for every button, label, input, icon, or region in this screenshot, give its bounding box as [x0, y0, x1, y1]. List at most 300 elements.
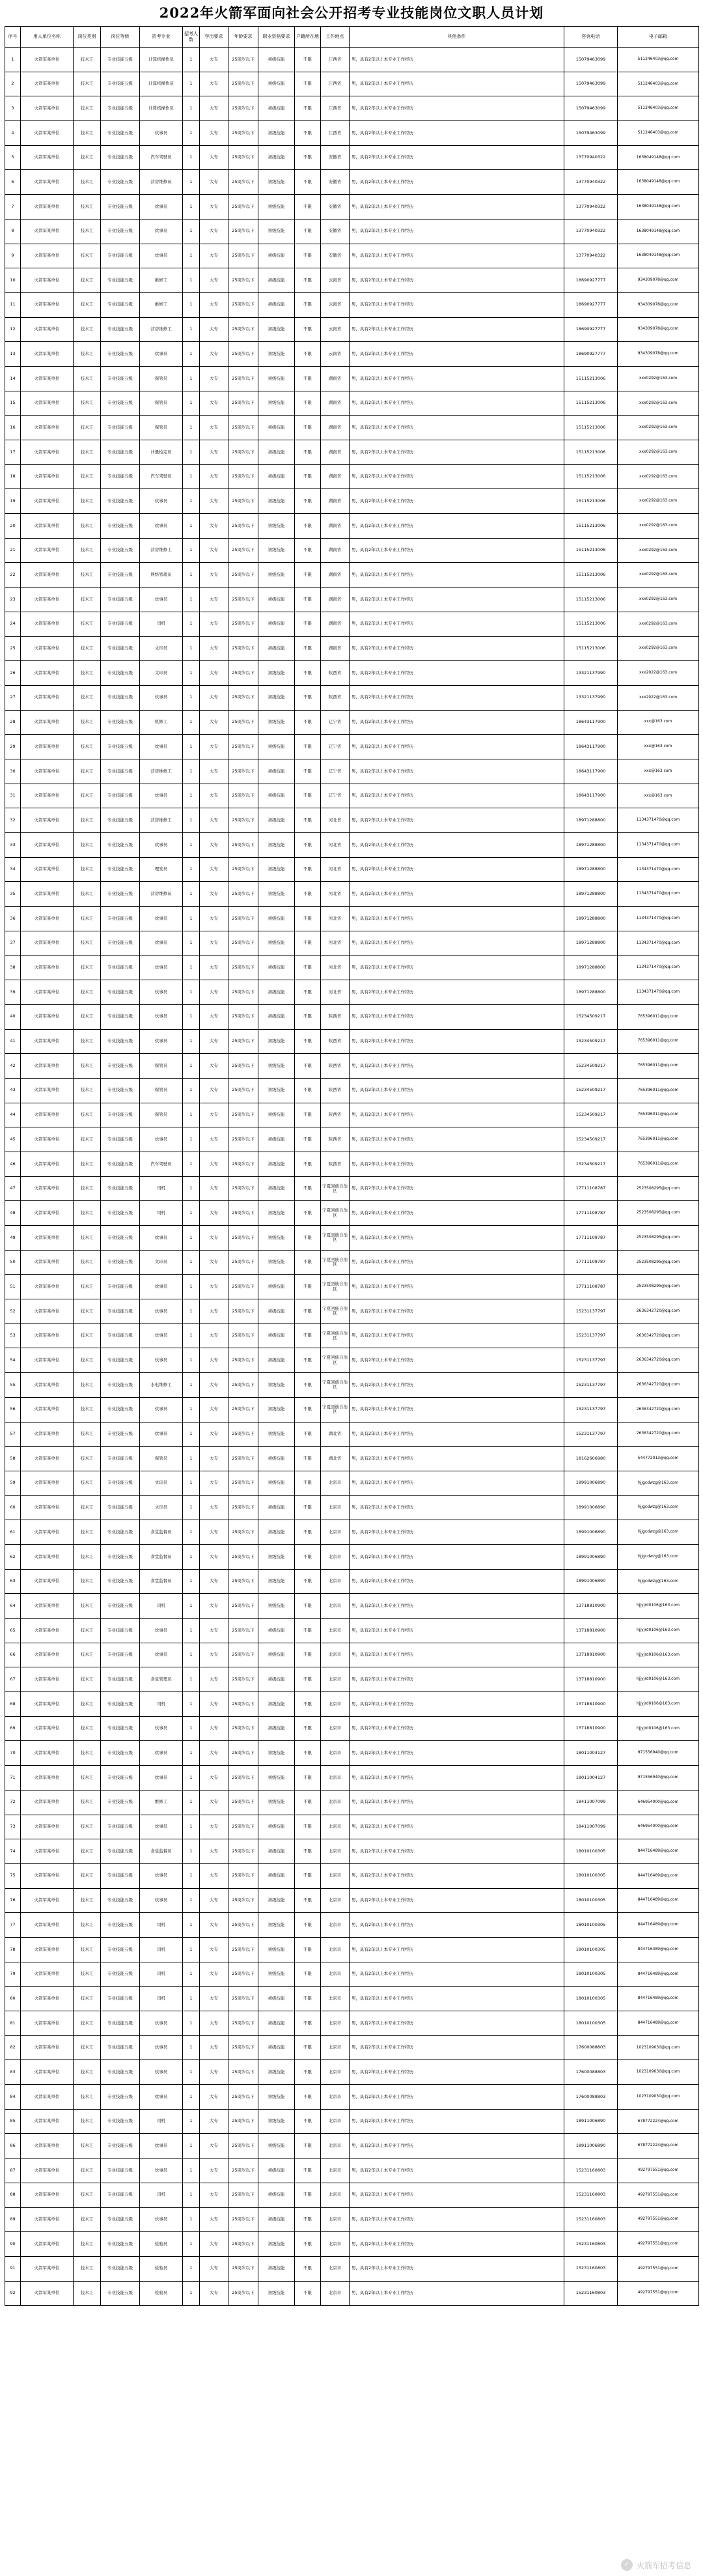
- row-requirements-cell: 男，具有2年以上本专业工作经历: [350, 416, 564, 440]
- row-education-cell: 大专: [200, 907, 228, 931]
- row-education-cell: 大专: [200, 1397, 228, 1422]
- row-level-cell: 专业技能五级: [101, 1299, 140, 1324]
- row-post-cell: 计量检定员: [140, 440, 183, 465]
- row-email-cell: 971556940@qq.com: [618, 1766, 699, 1790]
- row-num-cell: 30: [5, 759, 21, 784]
- row-email-cell: 1134371470@qq.com: [618, 857, 699, 882]
- row-domicile-cell: 不限: [295, 366, 321, 391]
- row-education-cell: 大专: [200, 1250, 228, 1275]
- row-domicile-cell: 不限: [295, 1863, 321, 1888]
- row-category-cell: 技术工: [74, 1790, 101, 1815]
- row-location-cell: 北京市: [321, 1544, 350, 1569]
- row-domicile-cell: 不限: [295, 1692, 321, 1717]
- row-count-cell: 1: [183, 784, 200, 808]
- row-qualification-cell: 初级技能: [258, 1913, 295, 1938]
- row-phone-cell: 15234509217: [564, 1103, 618, 1127]
- row-requirements-cell: 男，具有2年以上本专业工作经历: [350, 1619, 564, 1643]
- row-count-cell: 1: [183, 710, 200, 735]
- row-email-cell: 765396011@qq.com: [618, 1054, 699, 1079]
- row-unit-cell: 火箭军某单位: [21, 1176, 74, 1201]
- row-category-cell: 技术工: [74, 2085, 101, 2110]
- row-count-cell: 1: [183, 1176, 200, 1201]
- row-category-cell: 技术工: [74, 1987, 101, 2011]
- row-count-cell: 1: [183, 2281, 200, 2306]
- row-age-cell: 25周岁以下: [228, 980, 258, 1005]
- row-qualification-cell: 初级技能: [258, 1422, 295, 1447]
- row-category-cell: 技术工: [74, 1962, 101, 1987]
- row-post-cell: 炊事员: [140, 1815, 183, 1839]
- row-level-cell: 专业技能五级: [101, 1790, 140, 1815]
- row-email-cell: xxx0292@163.com: [618, 636, 699, 661]
- row-requirements-cell: 男，具有2年以上本专业工作经历: [350, 1275, 564, 1299]
- row-num-cell: 34: [5, 857, 21, 882]
- row-requirements-cell: 男，具有2年以上本专业工作经历: [350, 808, 564, 833]
- row-unit-cell: 火箭军某单位: [21, 2085, 74, 2110]
- row-count-cell: 1: [183, 145, 200, 170]
- row-unit-cell: 火箭军某单位: [21, 416, 74, 440]
- row-level-cell: 专业技能五级: [101, 833, 140, 858]
- row-phone-cell: 13718810900: [564, 1667, 618, 1692]
- row-education-cell: 大专: [200, 121, 228, 146]
- row-age-cell: 25周岁以下: [228, 1250, 258, 1275]
- row-age-cell: 25周岁以下: [228, 1004, 258, 1029]
- row-level-cell: 专业技能五级: [101, 2281, 140, 2306]
- row-category-cell: 技术工: [74, 1741, 101, 1766]
- row-unit-cell: 火箭军某单位: [21, 2183, 74, 2207]
- row-email-cell: 2523508295@qq.com: [618, 1250, 699, 1275]
- row-post-cell: 食堂监督员: [140, 1544, 183, 1569]
- row-count-cell: 1: [183, 955, 200, 980]
- row-email-cell: 765396011@qq.com: [618, 1152, 699, 1176]
- row-email-cell: 2636342720@qq.com: [618, 1348, 699, 1373]
- row-email-cell: hjjyjrd0106@163.com: [618, 1594, 699, 1619]
- table-row: [5, 2183, 699, 2207]
- row-age-cell: 25周岁以下: [228, 857, 258, 882]
- row-post-cell: 炊事员: [140, 1029, 183, 1054]
- row-unit-cell: 火箭军某单位: [21, 661, 74, 686]
- row-count-cell: 1: [183, 980, 200, 1005]
- row-education-cell: 大专: [200, 1054, 228, 1079]
- row-post-cell: 保管员: [140, 416, 183, 440]
- row-post-cell: 汽车驾驶员: [140, 145, 183, 170]
- col-header-level: 岗位等级: [101, 27, 140, 48]
- row-phone-cell: 13770940322: [564, 195, 618, 219]
- row-post-cell: 食堂监督员: [140, 1520, 183, 1545]
- row-location-cell: 河北省: [321, 857, 350, 882]
- row-email-cell: 2636342720@qq.com: [618, 1323, 699, 1348]
- row-count-cell: 1: [183, 72, 200, 96]
- row-education-cell: 大专: [200, 784, 228, 808]
- row-category-cell: 技术工: [74, 464, 101, 489]
- row-phone-cell: 15234509217: [564, 1127, 618, 1152]
- row-category-cell: 技术工: [74, 1815, 101, 1839]
- row-age-cell: 25周岁以下: [228, 1029, 258, 1054]
- row-requirements-cell: 男，具有2年以上本专业工作经历: [350, 1766, 564, 1790]
- row-email-cell: xxx0292@163.com: [618, 440, 699, 465]
- row-level-cell: 专业技能五级: [101, 1127, 140, 1152]
- row-location-cell: 云南省: [321, 292, 350, 317]
- row-education-cell: 大专: [200, 96, 228, 121]
- row-level-cell: 专业技能五级: [101, 489, 140, 514]
- row-count-cell: 1: [183, 2256, 200, 2281]
- row-category-cell: 技术工: [74, 317, 101, 342]
- table-body: [5, 48, 699, 2306]
- row-num-cell: 53: [5, 1323, 21, 1348]
- row-education-cell: 大专: [200, 48, 228, 72]
- row-email-cell: 844716489@qq.com: [618, 1913, 699, 1938]
- row-category-cell: 技术工: [74, 759, 101, 784]
- row-phone-cell: 18411007099: [564, 1790, 618, 1815]
- row-level-cell: 专业技能五级: [101, 882, 140, 907]
- table-row: [5, 391, 699, 416]
- table-row: [5, 784, 699, 808]
- row-qualification-cell: 初级技能: [258, 366, 295, 391]
- row-category-cell: 技术工: [74, 1937, 101, 1962]
- row-age-cell: 25周岁以下: [228, 907, 258, 931]
- row-level-cell: 专业技能五级: [101, 636, 140, 661]
- row-level-cell: 专业技能五级: [101, 1152, 140, 1176]
- table-row: [5, 1815, 699, 1839]
- row-email-cell: xxx0292@163.com: [618, 464, 699, 489]
- row-domicile-cell: 不限: [295, 244, 321, 268]
- row-num-cell: 25: [5, 636, 21, 661]
- row-email-cell: xxx2022@163.com: [618, 661, 699, 686]
- row-count-cell: 1: [183, 366, 200, 391]
- row-level-cell: 专业技能五级: [101, 1544, 140, 1569]
- row-unit-cell: 火箭军某单位: [21, 2158, 74, 2183]
- row-post-cell: 食堂监督员: [140, 1839, 183, 1864]
- row-domicile-cell: 不限: [295, 759, 321, 784]
- row-email-cell: 1638049148@qq.com: [618, 145, 699, 170]
- row-age-cell: 25周岁以下: [228, 48, 258, 72]
- row-domicile-cell: 不限: [295, 145, 321, 170]
- row-domicile-cell: 不限: [295, 391, 321, 416]
- row-count-cell: 1: [183, 1716, 200, 1741]
- row-requirements-cell: 男，具有2年以上本专业工作经历: [350, 612, 564, 636]
- table-row: [5, 366, 699, 391]
- row-unit-cell: 火箭军某单位: [21, 955, 74, 980]
- row-age-cell: 25周岁以下: [228, 563, 258, 587]
- row-age-cell: 25周岁以下: [228, 955, 258, 980]
- row-num-cell: 4: [5, 121, 21, 146]
- row-count-cell: 1: [183, 96, 200, 121]
- row-age-cell: 25周岁以下: [228, 244, 258, 268]
- row-unit-cell: 火箭军某单位: [21, 1766, 74, 1790]
- row-count-cell: 1: [183, 735, 200, 759]
- table-row: [5, 1348, 699, 1373]
- table-row: [5, 1716, 699, 1741]
- row-phone-cell: 15115213006: [564, 489, 618, 514]
- row-level-cell: 专业技能五级: [101, 2256, 140, 2281]
- row-qualification-cell: 初级技能: [258, 784, 295, 808]
- row-post-cell: 炊事员: [140, 342, 183, 367]
- row-num-cell: 14: [5, 366, 21, 391]
- row-level-cell: 专业技能五级: [101, 759, 140, 784]
- row-unit-cell: 火箭军某单位: [21, 538, 74, 563]
- row-email-cell: hjjyjrd0106@163.com: [618, 1692, 699, 1717]
- row-location-cell: 北京市: [321, 1766, 350, 1790]
- row-domicile-cell: 不限: [295, 416, 321, 440]
- row-num-cell: 80: [5, 1987, 21, 2011]
- table-row: [5, 2256, 699, 2281]
- row-phone-cell: 18010100305: [564, 1863, 618, 1888]
- row-category-cell: 技术工: [74, 1127, 101, 1152]
- row-education-cell: 大专: [200, 1029, 228, 1054]
- row-age-cell: 25周岁以下: [228, 2134, 258, 2158]
- row-category-cell: 技术工: [74, 121, 101, 146]
- row-location-cell: 北京市: [321, 1962, 350, 1987]
- row-requirements-cell: 男，具有2年以上本专业工作经历: [350, 735, 564, 759]
- row-age-cell: 25周岁以下: [228, 464, 258, 489]
- row-email-cell: hjjgcdwzg@163.com: [618, 1471, 699, 1495]
- row-unit-cell: 火箭军某单位: [21, 907, 74, 931]
- row-post-cell: 炊事员: [140, 2085, 183, 2110]
- row-count-cell: 1: [183, 391, 200, 416]
- table-row: [5, 2281, 699, 2306]
- row-count-cell: 1: [183, 1054, 200, 1079]
- row-unit-cell: 火箭军某单位: [21, 2207, 74, 2232]
- row-education-cell: 大专: [200, 980, 228, 1005]
- row-unit-cell: 火箭军某单位: [21, 1863, 74, 1888]
- row-requirements-cell: 男，具有2年以上本专业工作经历: [350, 2281, 564, 2306]
- row-domicile-cell: 不限: [295, 2183, 321, 2207]
- row-requirements-cell: 男，具有2年以上本专业工作经历: [350, 833, 564, 858]
- row-age-cell: 25周岁以下: [228, 1422, 258, 1447]
- row-phone-cell: 18690927777: [564, 317, 618, 342]
- col-header-location: 工作地点: [321, 27, 350, 48]
- row-phone-cell: 18911006890: [564, 2109, 618, 2134]
- row-requirements-cell: 男，具有2年以上本专业工作经历: [350, 292, 564, 317]
- row-category-cell: 技术工: [74, 955, 101, 980]
- row-domicile-cell: 不限: [295, 2060, 321, 2085]
- row-age-cell: 25周岁以下: [228, 2256, 258, 2281]
- row-post-cell: 炊事员: [140, 1397, 183, 1422]
- row-location-cell: 北京市: [321, 1495, 350, 1520]
- row-phone-cell: 15115213006: [564, 366, 618, 391]
- row-unit-cell: 火箭军某单位: [21, 882, 74, 907]
- row-age-cell: 25周岁以下: [228, 636, 258, 661]
- row-age-cell: 25周岁以下: [228, 1544, 258, 1569]
- row-email-cell: hjjgcdwzg@163.com: [618, 1495, 699, 1520]
- row-unit-cell: 火箭军某单位: [21, 1004, 74, 1029]
- row-category-cell: 技术工: [74, 1863, 101, 1888]
- row-count-cell: 1: [183, 268, 200, 293]
- row-qualification-cell: 初级技能: [258, 1004, 295, 1029]
- row-age-cell: 25周岁以下: [228, 931, 258, 955]
- table-row: [5, 2035, 699, 2060]
- row-location-cell: 北京市: [321, 2134, 350, 2158]
- row-unit-cell: 火箭军某单位: [21, 1078, 74, 1103]
- row-requirements-cell: 男，具有2年以上本专业工作经历: [350, 1888, 564, 1913]
- row-unit-cell: 火箭军某单位: [21, 612, 74, 636]
- row-post-cell: 炊事员: [140, 685, 183, 710]
- row-num-cell: 48: [5, 1201, 21, 1226]
- row-domicile-cell: 不限: [295, 48, 321, 72]
- row-education-cell: 大专: [200, 1176, 228, 1201]
- row-email-cell: 844716489@qq.com: [618, 1888, 699, 1913]
- table-row: [5, 1054, 699, 1079]
- row-education-cell: 大专: [200, 1863, 228, 1888]
- table-row: [5, 808, 699, 833]
- row-phone-cell: 15115213006: [564, 416, 618, 440]
- row-unit-cell: 火箭军某单位: [21, 1839, 74, 1864]
- row-count-cell: 1: [183, 1741, 200, 1766]
- row-unit-cell: 火箭军某单位: [21, 2109, 74, 2134]
- row-phone-cell: 17711108787: [564, 1201, 618, 1226]
- table-row: [5, 1299, 699, 1324]
- row-post-cell: 理发员: [140, 857, 183, 882]
- row-requirements-cell: 男，具有2年以上本专业工作经历: [350, 1643, 564, 1667]
- row-count-cell: 1: [183, 1373, 200, 1398]
- row-level-cell: 专业技能五级: [101, 1962, 140, 1987]
- row-category-cell: 技术工: [74, 833, 101, 858]
- row-unit-cell: 火箭军某单位: [21, 1422, 74, 1447]
- row-num-cell: 79: [5, 1962, 21, 1987]
- row-location-cell: 北京市: [321, 1667, 350, 1692]
- row-unit-cell: 火箭军某单位: [21, 219, 74, 244]
- row-phone-cell: 18690927777: [564, 342, 618, 367]
- row-requirements-cell: 男，具有2年以上本专业工作经历: [350, 2109, 564, 2134]
- row-num-cell: 88: [5, 2183, 21, 2207]
- row-education-cell: 大专: [200, 1495, 228, 1520]
- row-count-cell: 1: [183, 342, 200, 367]
- row-qualification-cell: 初级技能: [258, 244, 295, 268]
- row-unit-cell: 火箭军某单位: [21, 1054, 74, 1079]
- row-age-cell: 25周岁以下: [228, 2207, 258, 2232]
- row-age-cell: 25周岁以下: [228, 391, 258, 416]
- table-row: [5, 1594, 699, 1619]
- row-level-cell: 专业技能五级: [101, 1103, 140, 1127]
- row-phone-cell: 18991006890: [564, 1569, 618, 1594]
- row-level-cell: 专业技能五级: [101, 661, 140, 686]
- row-post-cell: 炊事员: [140, 833, 183, 858]
- row-unit-cell: 火箭军某单位: [21, 784, 74, 808]
- row-qualification-cell: 初级技能: [258, 1544, 295, 1569]
- row-count-cell: 1: [183, 489, 200, 514]
- row-qualification-cell: 初级技能: [258, 1447, 295, 1471]
- row-email-cell: xxx0292@163.com: [618, 538, 699, 563]
- row-phone-cell: 18643117900: [564, 784, 618, 808]
- row-email-cell: 1638049148@qq.com: [618, 244, 699, 268]
- row-post-cell: 维修工: [140, 268, 183, 293]
- row-qualification-cell: 初级技能: [258, 1643, 295, 1667]
- row-post-cell: 营房维修工: [140, 538, 183, 563]
- row-post-cell: 炊事员: [140, 2134, 183, 2158]
- row-age-cell: 25周岁以下: [228, 1692, 258, 1717]
- row-level-cell: 专业技能五级: [101, 2109, 140, 2134]
- row-post-cell: 炊事员: [140, 121, 183, 146]
- row-level-cell: 专业技能五级: [101, 808, 140, 833]
- row-unit-cell: 火箭军某单位: [21, 145, 74, 170]
- row-unit-cell: 火箭军某单位: [21, 1913, 74, 1938]
- row-count-cell: 1: [183, 2011, 200, 2036]
- row-age-cell: 25周岁以下: [228, 1741, 258, 1766]
- row-level-cell: 专业技能五级: [101, 538, 140, 563]
- row-level-cell: 专业技能五级: [101, 317, 140, 342]
- row-level-cell: 专业技能五级: [101, 735, 140, 759]
- row-num-cell: 42: [5, 1054, 21, 1079]
- row-requirements-cell: 男，具有2年以上本专业工作经历: [350, 489, 564, 514]
- row-location-cell: 陕西省: [321, 1152, 350, 1176]
- row-unit-cell: 火箭军某单位: [21, 2256, 74, 2281]
- row-num-cell: 63: [5, 1569, 21, 1594]
- row-education-cell: 大专: [200, 1323, 228, 1348]
- row-count-cell: 1: [183, 416, 200, 440]
- row-phone-cell: 15115213006: [564, 440, 618, 465]
- row-num-cell: 78: [5, 1937, 21, 1962]
- table-row: [5, 1839, 699, 1864]
- row-education-cell: 大专: [200, 931, 228, 955]
- row-post-cell: 炊事员: [140, 1323, 183, 1348]
- col-header-unit: 用人单位名称: [21, 27, 74, 48]
- row-unit-cell: 火箭军某单位: [21, 857, 74, 882]
- row-count-cell: 1: [183, 1152, 200, 1176]
- row-post-cell: 网络管理员: [140, 563, 183, 587]
- row-qualification-cell: 初级技能: [258, 514, 295, 539]
- row-level-cell: 专业技能五级: [101, 1619, 140, 1643]
- row-level-cell: 专业技能五级: [101, 121, 140, 146]
- row-requirements-cell: 男，具有2年以上本专业工作经历: [350, 1790, 564, 1815]
- row-domicile-cell: 不限: [295, 170, 321, 195]
- row-location-cell: 北京市: [321, 2183, 350, 2207]
- row-domicile-cell: 不限: [295, 1815, 321, 1839]
- row-email-cell: 1023109030@qq.com: [618, 2035, 699, 2060]
- row-qualification-cell: 初级技能: [258, 1176, 295, 1201]
- row-qualification-cell: 初级技能: [258, 1962, 295, 1987]
- row-location-cell: 河北省: [321, 907, 350, 931]
- row-num-cell: 51: [5, 1275, 21, 1299]
- row-requirements-cell: 男，具有2年以上本专业工作经历: [350, 2207, 564, 2232]
- row-unit-cell: 火箭军某单位: [21, 1495, 74, 1520]
- row-category-cell: 技术工: [74, 1471, 101, 1495]
- row-num-cell: 72: [5, 1790, 21, 1815]
- watermark-text: 火箭军招考信息: [636, 2560, 691, 2570]
- row-email-cell: 511246403@qq.com: [618, 48, 699, 72]
- row-qualification-cell: 初级技能: [258, 980, 295, 1005]
- row-age-cell: 25周岁以下: [228, 72, 258, 96]
- row-count-cell: 1: [183, 2134, 200, 2158]
- row-category-cell: 技术工: [74, 563, 101, 587]
- row-count-cell: 1: [183, 1520, 200, 1545]
- row-post-cell: 炊事员: [140, 1888, 183, 1913]
- row-email-cell: 2523508295@qq.com: [618, 1226, 699, 1251]
- row-age-cell: 25周岁以下: [228, 2060, 258, 2085]
- row-education-cell: 大专: [200, 292, 228, 317]
- row-category-cell: 技术工: [74, 2281, 101, 2306]
- table-row: [5, 2158, 699, 2183]
- row-requirements-cell: 男，具有2年以上本专业工作经历: [350, 636, 564, 661]
- row-location-cell: 江西省: [321, 121, 350, 146]
- row-category-cell: 技术工: [74, 1176, 101, 1201]
- row-count-cell: 1: [183, 121, 200, 146]
- row-phone-cell: 18971288800: [564, 857, 618, 882]
- row-education-cell: 大专: [200, 268, 228, 293]
- row-level-cell: 专业技能五级: [101, 292, 140, 317]
- row-category-cell: 技术工: [74, 268, 101, 293]
- row-unit-cell: 火箭军某单位: [21, 440, 74, 465]
- row-post-cell: 保管员: [140, 1103, 183, 1127]
- row-location-cell: 河北省: [321, 882, 350, 907]
- row-requirements-cell: 男，具有2年以上本专业工作经历: [350, 1004, 564, 1029]
- row-category-cell: 技术工: [74, 784, 101, 808]
- row-phone-cell: 15231160803: [564, 2158, 618, 2183]
- row-education-cell: 大专: [200, 808, 228, 833]
- row-education-cell: 大专: [200, 2085, 228, 2110]
- row-level-cell: 专业技能五级: [101, 1913, 140, 1938]
- row-requirements-cell: 男，具有2年以上本专业工作经历: [350, 1323, 564, 1348]
- row-category-cell: 技术工: [74, 514, 101, 539]
- row-email-cell: 1134371470@qq.com: [618, 833, 699, 858]
